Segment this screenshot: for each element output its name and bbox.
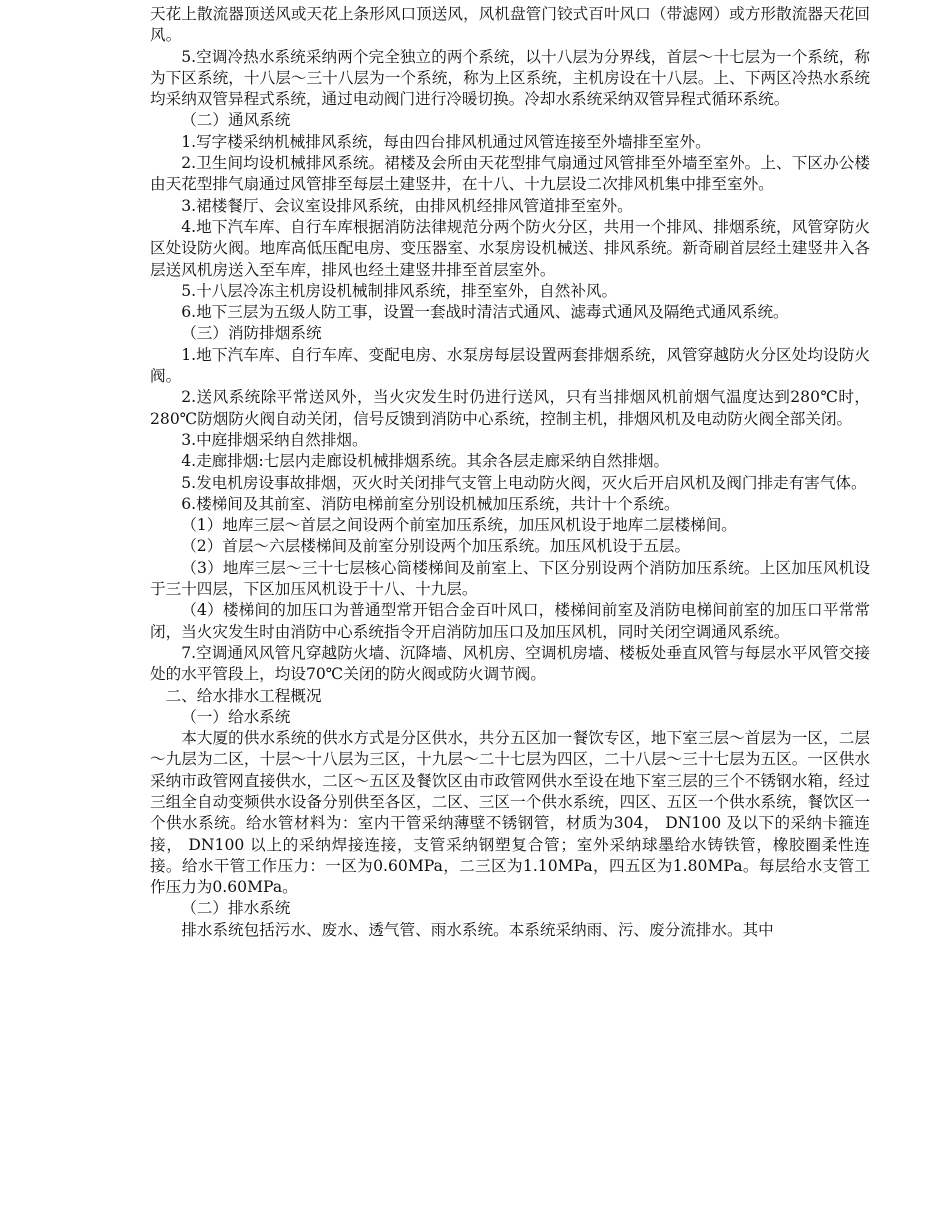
paragraph-intro: 天花上散流器顶送风或天花上条形风口顶送风，风机盘管门铰式百叶风口（带滤网）或方形散流器天花回风。	[150, 5, 870, 45]
section-heading-smoke-exhaust: （三）消防排烟系统	[181, 324, 322, 343]
paragraph-smoke-3: 3.中庭排烟采纳自然排烟。	[181, 430, 368, 449]
paragraph-smoke-1: 1.地下汽车库、自行车库、变配电房、水泵房每层设置两套排烟系统，风管穿越防火分区处均设防火阀。	[150, 345, 870, 386]
section-heading-drainage: （二）排水系统	[181, 899, 291, 918]
paragraph-ventilation-3: 3.裙楼餐厅、会议室设排风系统，由排风机经排风管道排至室外。	[181, 196, 633, 215]
paragraph-smoke-2: 2.送风系统除平常送风外，当火灾发生时仍进行送风，只有当排烟风机前烟气温度达到280℃时，280℃防烟防火阀自动关闭，信号反馈到消防中心系统，控制主机，排烟风机及电动防火阀全部关闭。	[150, 388, 870, 428]
paragraph-hvac-water-system: 5.空调冷热水系统采纳两个完全独立的两个系统，以十八层为分界线，首层～十七层为一个系统，称为下区系统，十八层～三十八层为一个系统，称为上区系统，主机房设在十八层。上、下两区冷热水系统均采纳双管异程式系统，通过电动阀门进行冷暖切换。冷却水系统采纳双管异程式循环系统。	[150, 47, 870, 109]
paragraph-ventilation-5: 5.十八层冷冻主机房设机械制排风系统，排至室外，自然补风。	[181, 281, 618, 300]
paragraph-smoke-5: 5.发电机房设事故排烟，灭火时关闭排气支管上电动防火阀，灭火后开启风机及阀门排走有害气体。	[181, 473, 867, 492]
paragraph-ventilation-2: 2.卫生间均设机械排风系统。裙楼及会所由天花型排气扇通过风管排至外墙至室外。上、下区办公楼由天花型排气扇通过风管排至每层土建竖井，在十八、十九层设二次排风机集中排至室外。	[150, 154, 870, 194]
section-heading-ventilation: （二）通风系统	[181, 111, 291, 130]
paragraph-drainage: 排水系统包括污水、废水、透气管、雨水系统。本系统采纳雨、污、废分流排水。其中	[181, 920, 774, 939]
paragraph-ventilation-1: 1.写字楼采纳机械排风系统，每由四台排风机通过风管连接至外墙排至室外。	[181, 132, 711, 151]
paragraph-smoke-6-4: （4）楼梯间的加压口为普通型常开铝合金百叶风口，楼梯间前室及消防电梯间前室的加压口平常常闭，当火灾发生时由消防中心系统指令开启消防加压口及加压风机，同时关闭空调通风系统。	[150, 601, 870, 641]
paragraph-smoke-7: 7.空调通风风管凡穿越防火墙、沉降墙、风机房、空调机房墙、楼板处垂直风管与每层水平风管交接处的水平管段上，均设70℃关闭的防火阀或防火调节阀。	[150, 643, 870, 684]
chapter-heading-water-supply-drainage: 二、给水排水工程概况	[165, 686, 322, 705]
paragraph-ventilation-6: 6.地下三层为五级人防工事，设置一套战时清洁式通风、滤毒式通风及隔绝式通风系统。	[181, 303, 789, 322]
paragraph-smoke-6-2: （2）首层～六层楼梯间及前室分别设两个加压系统。加压风机设于五层。	[181, 537, 691, 556]
paragraph-ventilation-4: 4.地下汽车库、自行车库根据消防法律规范分两个防火分区，共用一个排风、排烟系统，风管穿防火区处设防火阀。地库高低压配电房、变压器室、水泵房设机械送、排风系统。新奇刷首层经土建竖井入各层送风机房送入至车库，排风也经土建竖井排至首层室外。	[150, 217, 870, 279]
document-body	[150, 0, 870, 941]
paragraph-smoke-4: 4.走廊排烟:七层内走廊设机械排烟系统。其余各层走廊采纳自然排烟。	[181, 452, 670, 471]
paragraph-smoke-6-1: （1）地库三层～首层之间设两个前室加压系统，加压风机设于地库二层楼梯间。	[181, 516, 737, 535]
paragraph-water-supply: 本大厦的供水系统的供水方式是分区供水，共分五区加一餐饮专区，地下室三层～首层为一区，二层～九层为二区，十层～十八层为三区，十九层～二十七层为四区，二十八层～三十七层为五区。一区供水采纳市政管网直接供水，二区～五区及餐饮区由市政管网供水至设在地下室三层的三个不锈钢水箱，经过三组全自动变频供水设备分别供至各区，二区、三区一个供水系统，四区、五区一个供水系统，餐饮区一个供水系统。给水管材料为：室内干管采纳薄壁不锈钢管，材质为304， DN100 及以下的采纳卡箍连接， DN100 以上的采纳焊接连接，支管采纳钢塑复合管；室外采纳球墨给水铸铁管，橡胶圈柔性连接。给水干管工作压力：一区为0.60MPa，二三区为1.10MPa，四五区为1.80MPa。每层给水支管工作压力为0.60MPa。	[150, 729, 870, 897]
paragraph-smoke-6: 6.楼梯间及其前室、消防电梯前室分别设机械加压系统，共计十个系统。	[181, 494, 680, 513]
section-heading-water-supply: （一）给水系统	[181, 707, 291, 726]
paragraph-smoke-6-3: （3）地库三层～三十七层核心筒楼梯间及前室上、下区分别设两个消防加压系统。上区加压风机设于三十四层，下区加压风机设于十八、十九层。	[150, 558, 870, 599]
